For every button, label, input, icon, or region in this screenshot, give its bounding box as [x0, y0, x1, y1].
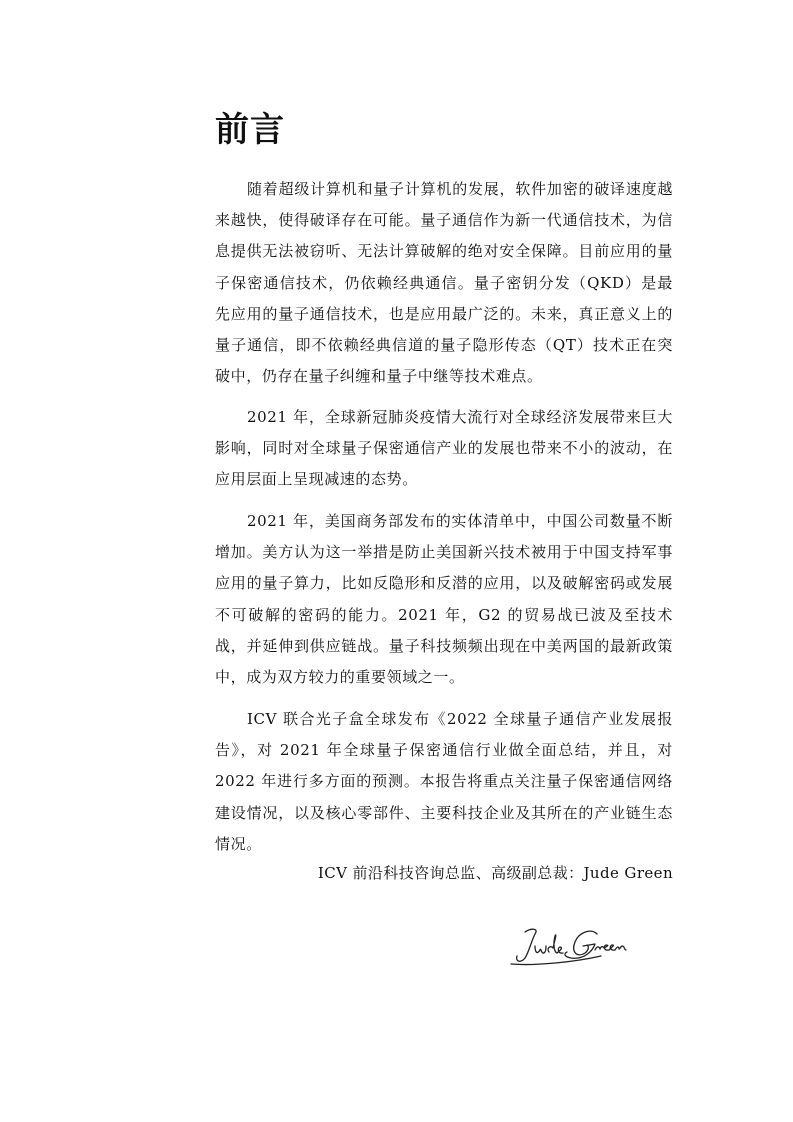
paragraph-3: 2021 年，美国商务部发布的实体清单中，中国公司数量不断增加。美方认为这一举措是防止美国新兴技术被用于中国支持军事应用的量子算力，比如反隐形和反潜的应用，以及破解密码或发展不可破解的密码的能力。2021 年，G2 的贸易战已波及至技术战，并延伸到供应链战。量子科技频频出现在中美两国的最新政策中，成为双方较力的重要领域之一。	[215, 512, 673, 687]
paragraph-2: 2021 年，全球新冠肺炎疫情大流行对全球经济发展带来巨大影响，同时对全球量子保密通信产业的发展也带来不小的波动，在应用层面上呈现减速的态势。	[215, 408, 673, 489]
author-signoff: ICV 前沿科技咨询总监、高级副总裁：Jude Green	[317, 864, 673, 882]
handwritten-signature	[505, 920, 655, 972]
page-title: 前言	[215, 110, 285, 150]
paragraph-1: 随着超级计算机和量子计算机的发展，软件加密的破译速度越来越快，使得破译存在可能。量子通信作为新一代通信技术，为信息提供无法被窃听、无法计算破解的绝对安全保障。目前应用的量子保密通信技术，仍依赖经典通信。量子密钥分发（QKD）是最先应用的量子通信技术，也是应用最广泛的。未来，真正意义上的量子通信，即不依赖经典信道的量子隐形传态（QT）技术正在突破中，仍存在量子纠缠和量子中继等技术难点。	[215, 180, 673, 386]
paragraph-4: ICV 联合光子盒全球发布《2022 全球量子通信产业发展报告》，对 2021 年全球量子保密通信行业做全面总结，并且，对 2022 年进行多方面的预测。本报告将重点关注量子保密通信网络建设情况，以及核心零部件、主要科技企业及其所在的产业链生态情况。	[215, 710, 673, 853]
